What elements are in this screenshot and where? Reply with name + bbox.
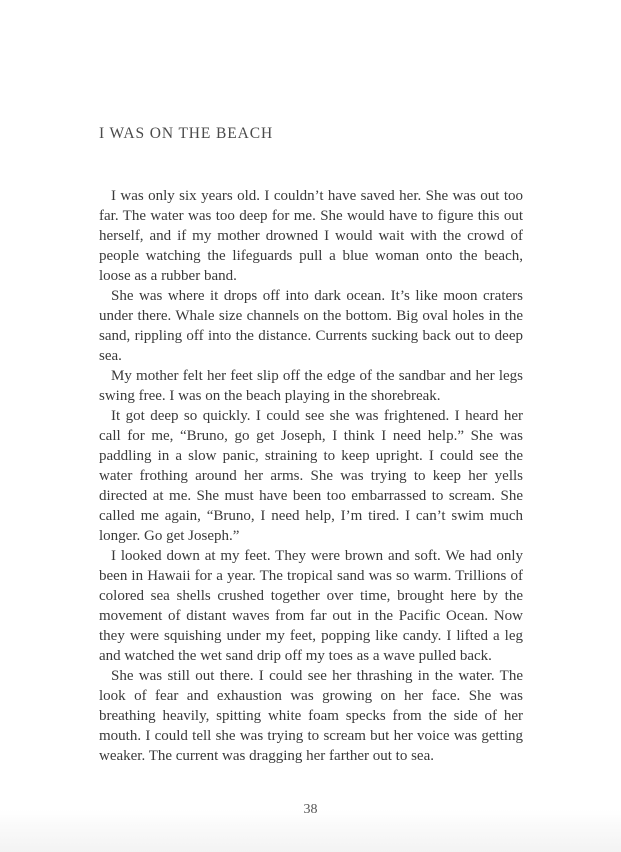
page-number: 38 [303, 802, 318, 817]
paragraph: She was where it drops off into dark ocean. It’s like moon craters under there. Whale size channels on the bottom. Big oval holes in the sand, rippling off into the distance. Currents sucking back out to deep sea. [99, 288, 523, 364]
paragraph: I was only six years old. I couldn’t have saved her. She was out too far. The water was too deep for me. She would have to figure this out herself, and if my mother drowned I would wait with the crowd of people watching the lifeguards pull a blue woman onto the beach, loose as a rubber band. [99, 188, 523, 284]
chapter-title: I WAS ON THE BEACH [99, 125, 274, 142]
chapter-body [99, 186, 523, 766]
paragraph: I looked down at my feet. They were brown and soft. We had only been in Hawaii for a year. The tropical sand was so warm. Trillions of colored sea shells crushed together over time, brought here by the movement of distant waves from far out in the Pacific Ocean. Now they were squishing under my feet, popping like candy. I lifted a leg and watched the wet sand drip off my toes as a wave pulled back. [99, 548, 523, 664]
paragraph: She was still out there. I could see her thrashing in the water. The look of fear and exhaustion was growing on her face. She was breathing heavily, spitting white foam specks from the side of her mouth. I could tell she was trying to scream but her voice was getting weaker. The current was dragging her farther out to sea. [99, 668, 523, 764]
paragraph: It got deep so quickly. I could see she was frightened. I heard her call for me, “Bruno, go get Joseph, I think I need help.” She was paddling in a slow panic, straining to keep upright. I could see the water frothing around her arms. She was trying to keep her yells directed at me. She must have been too embarrassed to scream. She called me again, “Bruno, I need help, I’m tired. I can’t swim much longer. Go get Joseph.” [99, 408, 523, 544]
paragraph: My mother felt her feet slip off the edge of the sandbar and her legs swing free. I was on the beach playing in the shorebreak. [99, 368, 523, 404]
